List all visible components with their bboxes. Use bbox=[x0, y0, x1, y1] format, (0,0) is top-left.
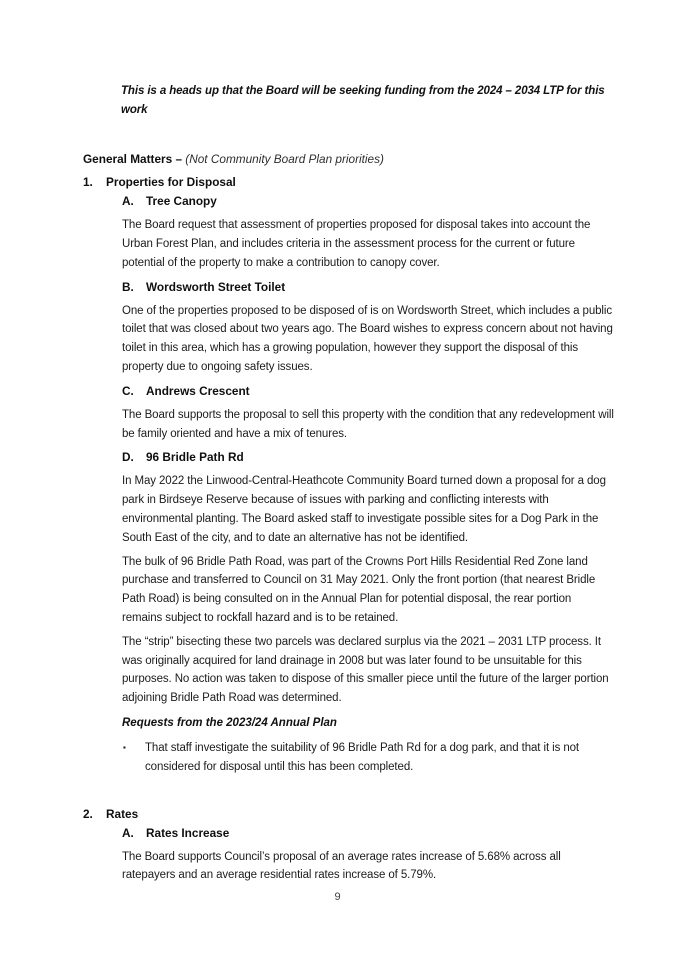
page-number: 9 bbox=[334, 891, 341, 903]
request-bullet-item bbox=[123, 739, 623, 777]
request-bullet-text: That staff investigate the suitability of 96 Bridle Path Rd for a dog park, and that it is not considered for disposal until this has been completed. bbox=[145, 741, 580, 773]
subsection-a-heading bbox=[122, 192, 618, 211]
bullet-square-icon: ▪ bbox=[123, 742, 126, 752]
heads-up-note: This is a heads up that the Board will be seeking funding from the 2024 – 2034 LTP for this work bbox=[121, 85, 605, 116]
subsection-rates-a-letter: A. bbox=[122, 825, 134, 840]
subsection-c-letter: C. bbox=[122, 383, 134, 398]
paragraph-bridle-path-1: In May 2022 the Linwood-Central-Heathcote Community Board turned down a proposal for a dog park in Birdseye Reserve because of issues with parking and conflicting interests with environmental planting. The Board asked staff to investigate possible sites for a Dog Park in the South East of the city, and to date an alternative has not be identified. bbox=[122, 475, 606, 544]
subsection-d-letter: D. bbox=[122, 450, 134, 465]
paragraph-bridle-path-3: The “strip” bisecting these two parcels was declared surplus via the 2021 – 2031 LTP process. It was originally acquired for land drainage in 2008 but was later found to be unsuitable for this purposes. No action was taken to dispose of this smaller piece until the future of the larger portion adjoining Bridle Path Road was determined. bbox=[122, 635, 609, 705]
subsection-b-letter: B. bbox=[122, 279, 134, 294]
subsection-a-title: Tree Canopy bbox=[146, 194, 217, 209]
subsection-d-heading bbox=[122, 448, 618, 467]
subsection-rates-a-heading bbox=[122, 824, 618, 843]
section-2-title: Rates bbox=[106, 806, 139, 821]
section-1-heading bbox=[83, 173, 618, 192]
section-1-number: 1. bbox=[83, 175, 93, 190]
subsection-a-letter: A. bbox=[122, 194, 134, 209]
subsection-b-heading bbox=[122, 278, 618, 297]
paragraph-rates-increase: The Board supports Council’s proposal of an average rates increase of 5.68% across all ratepayers and an average residential rates increase of 5.79%. bbox=[122, 850, 561, 882]
general-matters-qualifier: (Not Community Board Plan priorities) bbox=[185, 152, 384, 167]
section-2-heading bbox=[83, 805, 618, 824]
subsection-rates-a-title: Rates Increase bbox=[146, 825, 230, 840]
general-matters-heading: General Matters – bbox=[83, 152, 183, 167]
subsection-d-title: 96 Bridle Path Rd bbox=[146, 450, 244, 465]
requests-annual-plan-heading: Requests from the 2023/24 Annual Plan bbox=[122, 716, 337, 729]
general-matters-line bbox=[83, 150, 618, 169]
paragraph-wordsworth-toilet: One of the properties proposed to be disposed of is on Wordsworth Street, which includes a public toilet that was closed about two years ago. The Board wishes to express concern about not having toilet in this area, which has a growing population, however they support the disposal of this property due to ongoing safety issues. bbox=[122, 304, 613, 373]
section-1-title: Properties for Disposal bbox=[106, 175, 236, 190]
subsection-b-title: Wordsworth Street Toilet bbox=[146, 279, 286, 294]
section-2-number: 2. bbox=[83, 806, 93, 821]
paragraph-bridle-path-2: The bulk of 96 Bridle Path Road, was part of the Crowns Port Hills Residential Red Zone land purchase and transferred to Council on 31 May 2021. Only the front portion (that nearest Bridle Path Road) is being consulted on in the Annual Plan for potential disposal, the rear portion remains subject to rockfall hazard and is to be retained. bbox=[122, 555, 596, 624]
paragraph-andrews-crescent: The Board supports the proposal to sell this property with the condition that any redevelopment will be family oriented and have a mix of tenures. bbox=[122, 408, 614, 440]
subsection-c-heading bbox=[122, 382, 618, 401]
paragraph-tree-canopy: The Board request that assessment of properties proposed for disposal takes into account the Urban Forest Plan, and includes criteria in the assessment process for the current or future potential of the property to make a contribution to canopy cover. bbox=[122, 219, 591, 269]
subsection-c-title: Andrews Crescent bbox=[146, 383, 250, 398]
